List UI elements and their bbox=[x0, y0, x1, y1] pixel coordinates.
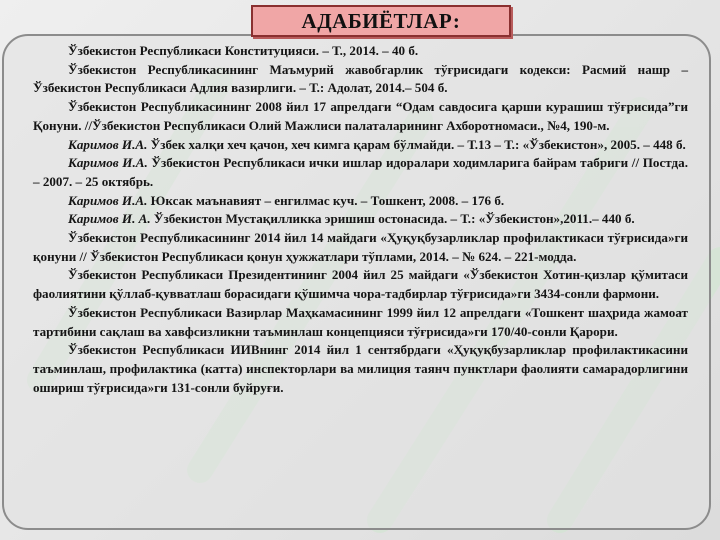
reference-text: Ўзбекистон Республикаси Президентининг 2004 йил 25 майдаги «Ўзбекистон Хотин-қизлар қўмитаси фаолиятини қўллаб-қувватлаш борасидаги қўшимча чора-тадбирлар тўғрисида»ги 3434-сонли фармони. bbox=[33, 267, 688, 302]
reference-item bbox=[33, 304, 688, 341]
reference-item bbox=[33, 42, 688, 61]
reference-author: Каримов И.А. bbox=[68, 192, 148, 208]
reference-author: Каримов И.А. bbox=[68, 136, 148, 152]
reference-text: Ўзбекистон Республикаси ички ишлар идоралари ходимларига байрам табриги // Постда. – 2007. – 25 октябрь. bbox=[33, 155, 688, 189]
page-title: АДАБИЁТЛАР: bbox=[301, 8, 461, 33]
reference-item bbox=[33, 210, 688, 229]
reference-item bbox=[33, 192, 688, 211]
reference-list bbox=[33, 42, 688, 397]
reference-text: Ўзбекистон Республикаси ИИВнинг 2014 йил 1 сентябрдаги «Ҳуқуқбузарликлар профилактикасини таъминлаш, профилактика (катта) инспекторлари ва милиция таянч пунктлари фаолияти самарадорлигини ошириш тўғрисида»ги 131-сонли буйруғи. bbox=[33, 342, 688, 395]
reference-item bbox=[33, 229, 688, 266]
reference-text: Ўзбекистон Республикаси Вазирлар Маҳкамасининг 1999 йил 12 апрелдаги «Тошкент шаҳрида жамоат тартибини сақлаш ва хавфсизликни таъминлаш концепцияси тўғрисида»ги 170/40-сонли Қарори. bbox=[33, 304, 688, 339]
reference-item bbox=[33, 98, 688, 135]
reference-item bbox=[33, 266, 688, 303]
reference-text: Юксак маънавият – енгилмас куч. – Тошкент, 2008. – 176 б. bbox=[147, 192, 505, 208]
title-banner bbox=[251, 5, 511, 37]
reference-item bbox=[33, 61, 688, 98]
reference-text: Ўзбекистон Мустақилликка эришиш остонасида. – Т.: «Ўзбекистон»,2011.– 440 б. bbox=[150, 211, 635, 227]
reference-item bbox=[33, 341, 688, 397]
reference-text: Ўзбекистон Республикасининг 2008 йил 17 апрелдаги “Одам савдосига қарши курашиш тўғрисида”ги Қонуни. //Ўзбекистон Республикаси Олий Мажлиси палаталарининг Ахборотномаси., №4, 190-м. bbox=[33, 99, 688, 133]
reference-text: Ўзбекистон Республикасининг 2014 йил 14 майдаги «Ҳуқуқбузарликлар профилактикаси тўғрисида»ги қонуни // Ўзбекистон Республикаси қонун ҳужжатлари тўплами, 2014. – № 624. – 221-модда. bbox=[33, 230, 688, 264]
reference-text: Ўзбекистон Республикасининг Маъмурий жавобгарлик тўғрисидаги кодекси: Расмий нашр – Ўзбекистон Республикаси Адлия вазирлиги. – Т.: Адолат, 2014.– 504 б. bbox=[33, 61, 688, 96]
reference-author: Каримов И.А. bbox=[68, 155, 148, 171]
reference-author: Каримов И. А. bbox=[68, 211, 151, 227]
reference-item bbox=[33, 154, 688, 191]
reference-item bbox=[33, 136, 688, 155]
reference-text: Ўзбек халқи хеч қачон, хеч кимга қарам бўлмайди. – Т.13 – Т.: «Ўзбекистон», 2005. – 448 б. bbox=[147, 136, 686, 152]
reference-text: Ўзбекистон Республикаси Конституцияси. – Т., 2014. – 40 б. bbox=[68, 43, 419, 58]
